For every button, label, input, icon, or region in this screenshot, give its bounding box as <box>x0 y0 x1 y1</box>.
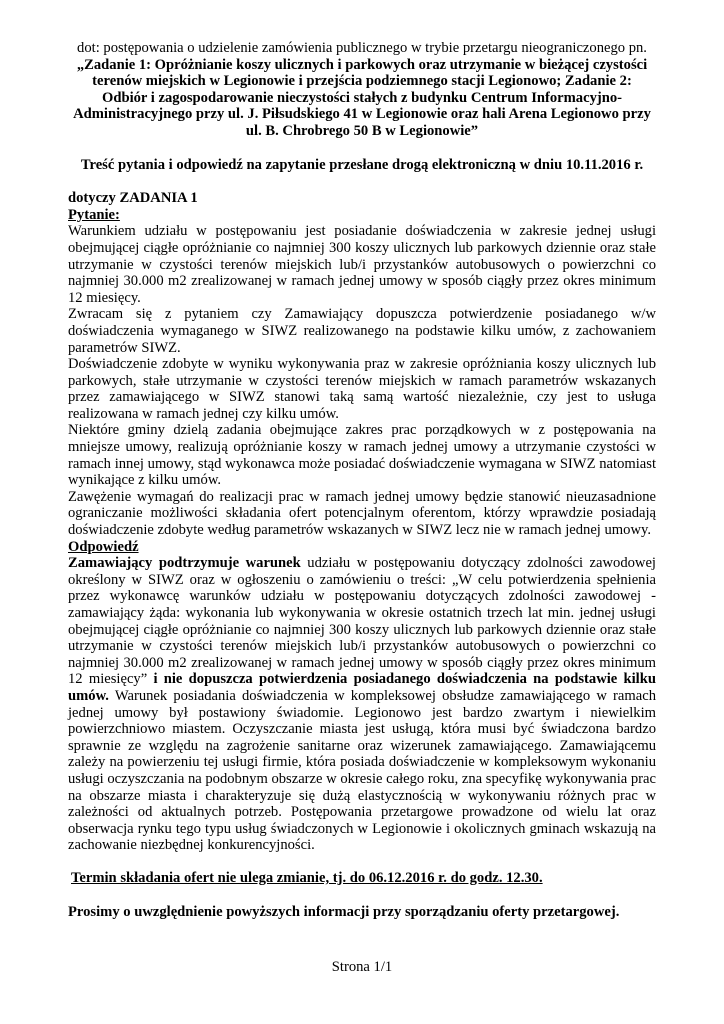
closing-note: Prosimy o uwzględnienie powyższych informacji przy sporządzaniu oferty przetargowej. <box>68 903 620 920</box>
intro-line: dot: postępowania o udzielenie zamówienia publicznego w trybie przetargu nieograniczonego pn. <box>77 40 647 56</box>
document-page <box>68 40 656 920</box>
answer-text-2: Warunek posiadania doświadczenia w kompleksowej obsłudze zamawiającego w ramach jednej umowy był postawiony świadomie. Legionowo jest bardzo zwartym i niewielkim powierzchniowo miastem. Oczyszczanie miasta jest usługą, która musi być świadczona bardzo sprawnie ze względu na zagrożenie sanitarne oraz wizerunek zamawiającego. Zamawiającemu zależy na powierzeniu tej usługi firmie, która posiada doświadczenie w kompleksowym wykonaniu usługi oczyszczania na podobnym obszarze w okresie całego roku, zna specyfikę wykonywania prac na obszarze miasta i charakteryzuje się dużą elastycznością w wykonywaniu różnych prac w zależności od aktualnych potrzeb. Postępowania przetargowe prowadzone od wielu lat oraz obserwacja rynku tego typu usług świadczonych w Legionowie i okolicznych gminach wskazują na zachowanie niezbędnej konkurencyjności. <box>68 687 656 854</box>
page-number: Strona 1/1 <box>331 959 393 975</box>
question-paragraph: Doświadczenie zdobyte w wyniku wykonywania praz w zakresie opróżniania koszy ulicznych lub parkowych, stałe utrzymanie w czystości terenów miejskich w ramach parametrów wskazanych przez zamawiającego w SIWZ stanowi taką samą wartość niezależnie, czy jest to usługa realizowana w ramach jednej czy kilku umów. <box>68 356 656 422</box>
question-paragraph: Warunkiem udziału w postępowaniu jest posiadanie doświadczenia w zakresie jednej usługi obejmującej ciągłe opróżnianie co najmniej 300 koszy ulicznych lub parkowych dziennie oraz stałe utrzymanie w czystości terenów miejskich lub/i przystanków autobusowych o powierzchni co najmniej 30.000 m2 zrealizowanej w ramach jednej umowy w sposób ciągły przez okres minimum 12 miesięcy. <box>68 223 656 306</box>
question-paragraph: Zwracam się z pytaniem czy Zamawiający dopuszcza potwierdzenie posiadanego w/w doświadczenia wymaganego w SIWZ realizowanego na podstawie kilku umów, z zachowaniem parametrów SIWZ. <box>68 306 656 356</box>
answer-text-1: udziału w postępowaniu dotyczący zdolności zawodowej określony w SIWZ oraz w ogłoszeniu o zamówieniu o treści: „W celu potwierdzenia spełnienia przez wykonawcę warunków udziału w postępowaniu dotyczących zdolności zawodowej - zamawiający żąda: wykonania lub wykonywania w okresie ostatnich trzech lat min. jednej usługi obejmującej ciągłe opróżnianie co najmniej 300 koszy ulicznych lub parkowych dziennie oraz stałe utrzymanie w czystości terenów miejskich lub/i przystanków autobusowych o powierzchni co najmniej 30.000 m2 zrealizowanej w ramach jednej umowy w sposób ciągły przez okres minimum 12 miesięcy” <box>68 555 656 688</box>
question-paragraph: Zawężenie wymagań do realizacji prac w ramach jednej umowy będzie stanowić nieuzasadnione ograniczanie możliwości składania ofert potencjalnym oferentom, którzy wprawdzie posiadają doświadczenie zdobyte według parametrów wskazanych w SIWZ lecz nie w ramach jednej umowy. <box>68 488 656 539</box>
task-label: dotyczy ZADANIA 1 <box>68 190 198 207</box>
question-heading: Pytanie: <box>68 206 120 223</box>
answer-decision: i nie dopuszcza potwierdzenia posiadanego doświadczenia na podstawie kilku umów. <box>68 671 656 704</box>
answer-paragraph <box>68 555 656 854</box>
answer-lead: Zamawiający podtrzymuje warunek <box>68 555 301 572</box>
question-body <box>68 223 656 538</box>
procurement-subject: „Zadanie 1: Opróżnianie koszy ulicznych i parkowych oraz utrzymanie w bieżącej czystości terenów miejskich w Legionowie i przejścia podziemnego stacji Legionowo; Zadanie 2: Odbiór i zagospodarowanie nieczystości stałych z budynku Centrum Informacyjno-Administracyjnego przy ul. J. Piłsudskiego 41 w Legionowie oraz hali Arena Legionowo przy ul. B. Chrobrego 50 B w Legionowie” <box>73 56 651 139</box>
question-paragraph: Niektóre gminy dzielą zadania obejmujące zakres prac porządkowych w z postępowania na mniejsze umowy, realizują opróżnianie koszy w ramach jednej umowy a utrzymanie czystości w ramach innej umowy, stąd wykonawca może posiadać doświadczenie wymagana w SIWZ natomiast wynikające z kilku umów. <box>68 422 656 489</box>
document-title: Treść pytania i odpowiedź na zapytanie przesłane drogą elektroniczną w dniu 10.11.2016 r. <box>80 156 644 173</box>
deadline-notice: Termin składania ofert nie ulega zmianie, tj. do 06.12.2016 r. do godz. 12.30. <box>71 869 543 886</box>
answer-heading: Odpowiedź <box>68 538 139 555</box>
